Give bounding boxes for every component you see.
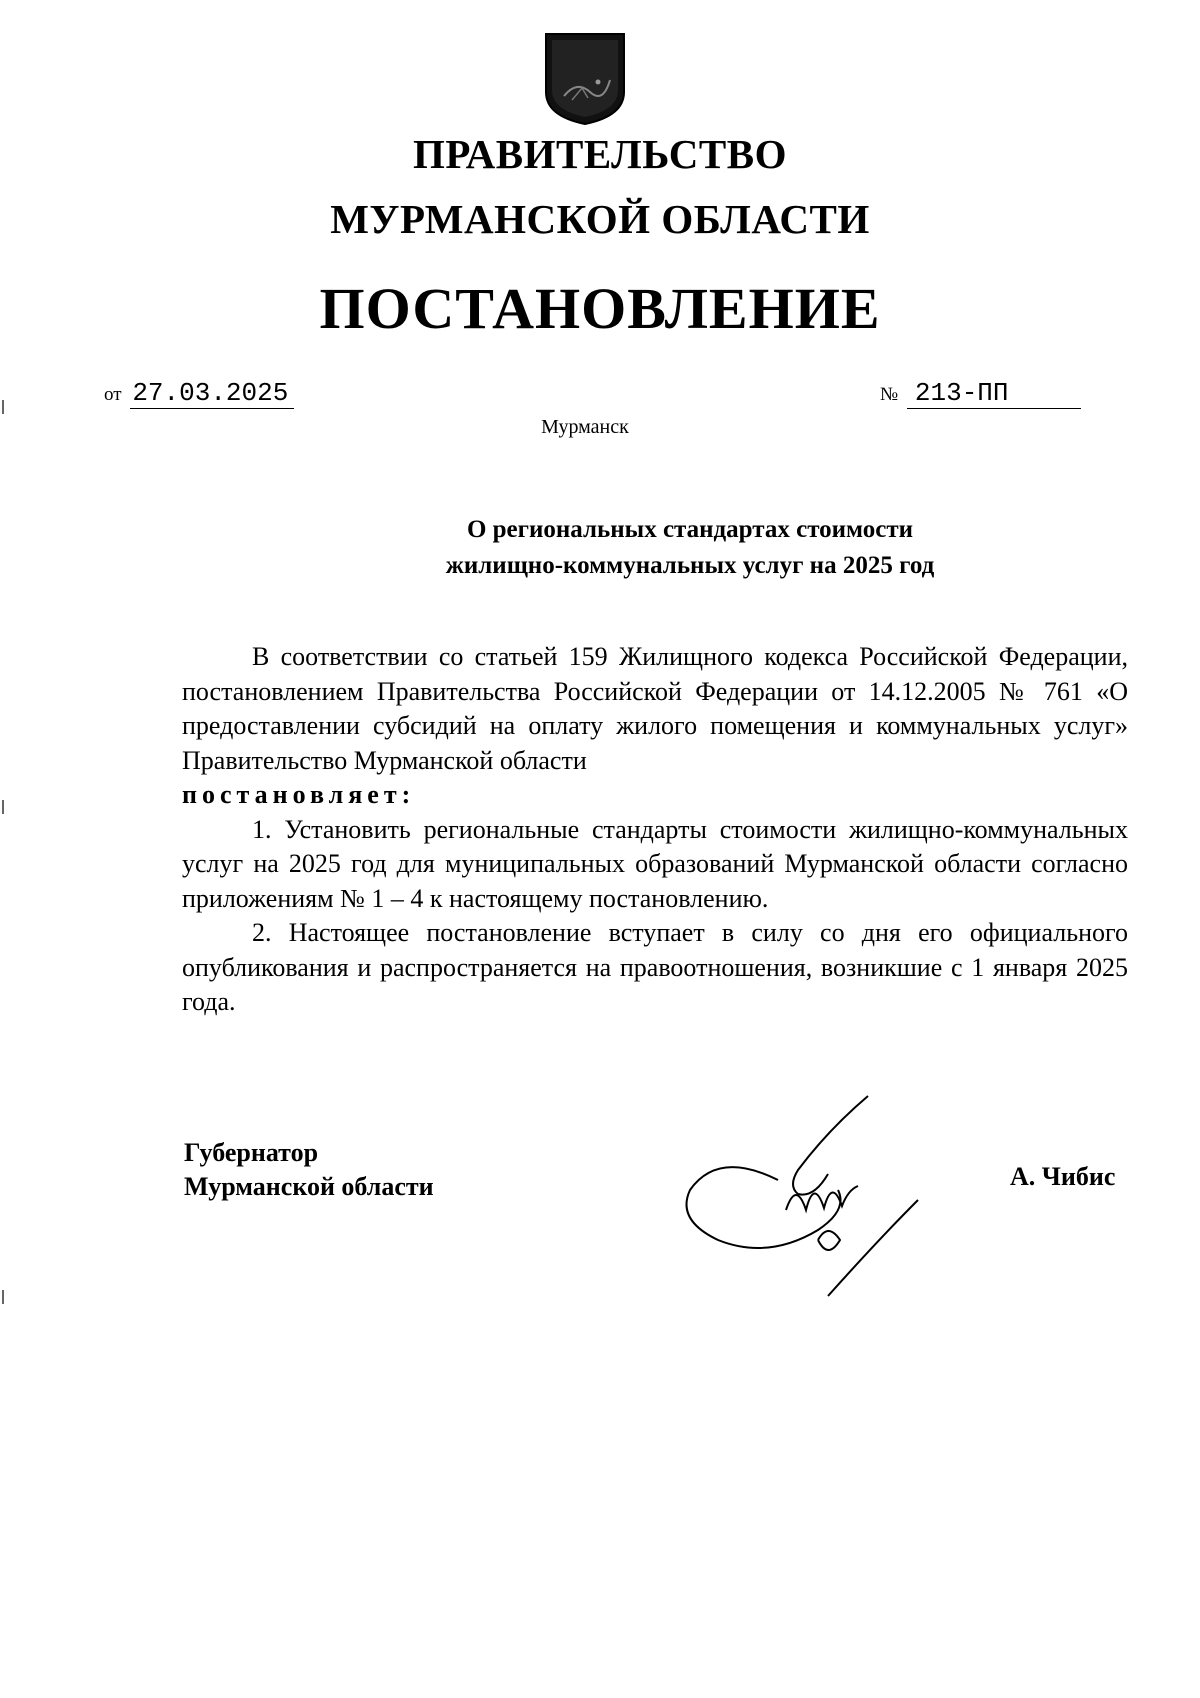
organization-name-line1: ПРАВИТЕЛЬСТВО — [412, 131, 788, 177]
city-name: Мурманск — [541, 416, 629, 438]
coat-of-arms-emblem — [542, 30, 628, 126]
clause-2: 2. Настоящее постановление вступает в силу со дня его официального опубликования и распространяется на правоотношения, возникшие с 1 января 2025 года. — [182, 918, 1128, 1016]
scan-edge-mark — [2, 1290, 4, 1304]
document-number — [880, 378, 1081, 409]
signatory-position-line2: Мурманской области — [184, 1172, 434, 1201]
document-body — [182, 640, 1128, 1020]
handwritten-signature — [678, 1090, 938, 1305]
resolves-keyword: постановляет: — [182, 780, 416, 809]
document-date — [104, 378, 294, 409]
subject-line2: жилищно-коммунальных услуг на 2025 год — [445, 552, 935, 579]
signatory-position-line1: Губернатор — [184, 1138, 319, 1167]
clause-1: 1. Установить региональные стандарты стоимости жилищно-коммунальных услуг на 2025 год для муниципальных образований Мурманской области согласно приложениям № 1 – 4 к настоящему постановлению. — [182, 814, 1128, 913]
number-label: № — [880, 384, 899, 405]
document-type-title: ПОСТАНОВЛЕНИЕ — [319, 276, 881, 341]
preamble-paragraph: В соответствии со статьей 159 Жилищного кодекса Российской Федерации, постановлением Правительства Российской Федерации от 14.12.2005 № 761 «О предоставлении субсидий на оплату жилого помещения и коммунальных услуг» Правительство Мурманской области — [182, 642, 1128, 775]
scan-edge-mark — [2, 800, 4, 814]
scan-edge-mark — [2, 400, 4, 414]
number-value: 213-ПП — [907, 378, 1081, 409]
date-value: 27.03.2025 — [130, 378, 294, 409]
subject-line1: О региональных стандартах стоимости — [466, 516, 914, 543]
signatory-name: А. Чибис — [1010, 1162, 1116, 1191]
date-label: от — [104, 384, 122, 405]
organization-name-line2: МУРМАНСКОЙ ОБЛАСТИ — [330, 196, 870, 242]
